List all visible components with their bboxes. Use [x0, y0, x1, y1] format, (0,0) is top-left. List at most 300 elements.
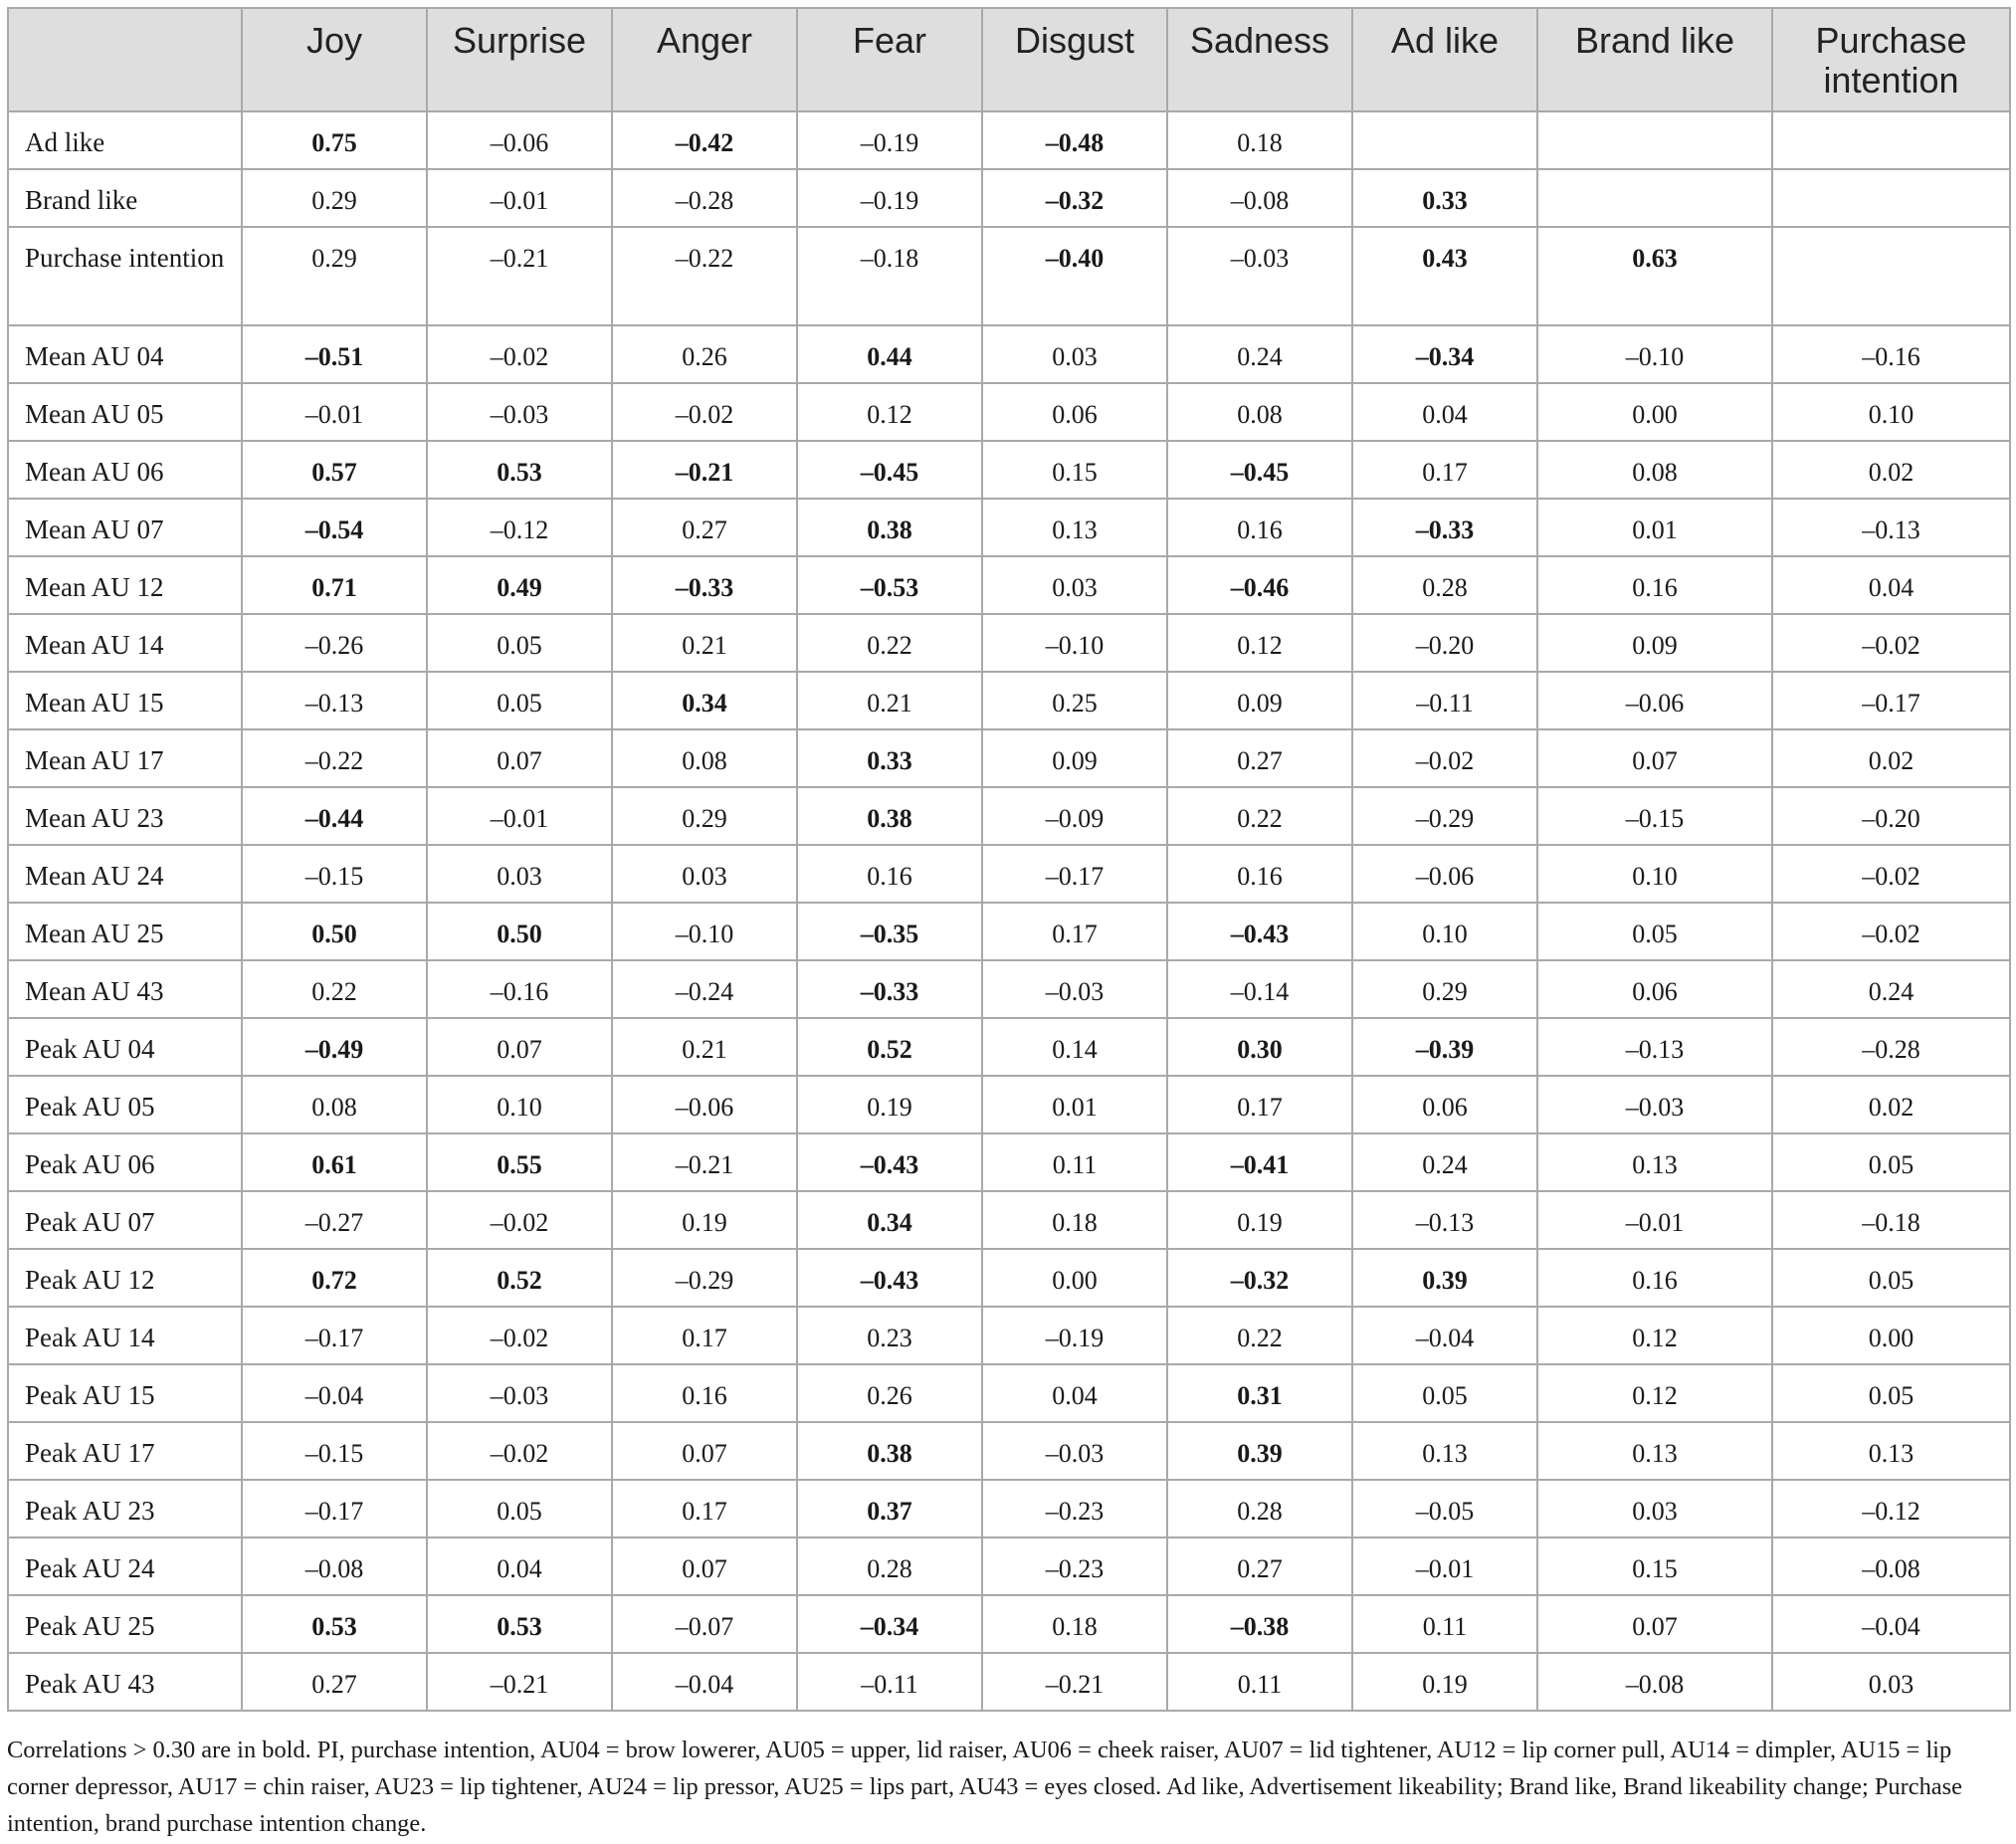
correlation-cell: 0.53 [427, 441, 612, 499]
correlation-cell: 0.03 [427, 845, 612, 903]
correlation-cell: 0.07 [612, 1537, 797, 1595]
correlation-table [7, 7, 2011, 1712]
correlation-cell: –0.03 [1537, 1076, 1772, 1133]
correlation-cell: 0.33 [1352, 169, 1537, 227]
correlation-cell: 0.19 [612, 1191, 797, 1249]
correlation-cell: –0.06 [1537, 672, 1772, 729]
correlation-cell: 0.08 [1167, 383, 1352, 441]
correlation-cell: –0.02 [612, 383, 797, 441]
correlation-cell: 0.21 [797, 672, 982, 729]
table-row [8, 111, 2010, 169]
correlation-cell: –0.28 [1772, 1018, 2010, 1076]
correlation-cell: –0.08 [1537, 1653, 1772, 1711]
correlation-cell: 0.13 [1352, 1422, 1537, 1480]
correlation-cell: –0.03 [1167, 227, 1352, 325]
correlation-cell: –0.28 [612, 169, 797, 227]
row-label: Mean AU 23 [8, 787, 242, 845]
column-header: Ad like [1352, 8, 1537, 111]
correlation-cell: 0.23 [797, 1307, 982, 1364]
correlation-cell: 0.06 [1352, 1076, 1537, 1133]
correlation-cell: –0.02 [427, 325, 612, 383]
table-row [8, 1595, 2010, 1653]
correlation-cell: 0.07 [612, 1422, 797, 1480]
correlation-cell: 0.12 [797, 383, 982, 441]
row-label: Mean AU 14 [8, 614, 242, 672]
table-row [8, 1480, 2010, 1537]
correlation-cell: –0.01 [1352, 1537, 1537, 1595]
correlation-cell: 0.17 [982, 903, 1167, 960]
row-label: Mean AU 12 [8, 556, 242, 614]
row-label: Peak AU 17 [8, 1422, 242, 1480]
correlation-cell: 0.31 [1167, 1364, 1352, 1422]
correlation-cell: 0.50 [427, 903, 612, 960]
column-header: Sadness [1167, 8, 1352, 111]
correlation-cell: 0.71 [242, 556, 427, 614]
correlation-cell: –0.46 [1167, 556, 1352, 614]
row-label: Peak AU 06 [8, 1133, 242, 1191]
correlation-cell: 0.16 [1537, 556, 1772, 614]
correlation-cell: –0.45 [797, 441, 982, 499]
correlation-cell: 0.22 [1167, 787, 1352, 845]
table-body [8, 111, 2010, 1711]
row-label: Mean AU 24 [8, 845, 242, 903]
correlation-cell: 0.05 [1772, 1364, 2010, 1422]
correlation-cell: –0.03 [427, 1364, 612, 1422]
correlation-cell: 0.04 [982, 1364, 1167, 1422]
correlation-cell: –0.04 [1352, 1307, 1537, 1364]
correlation-cell: 0.27 [1167, 1537, 1352, 1595]
table-row [8, 499, 2010, 556]
correlation-cell: 0.27 [1167, 729, 1352, 787]
correlation-cell: –0.43 [797, 1249, 982, 1307]
correlation-cell: 0.13 [1537, 1133, 1772, 1191]
correlation-cell: 0.63 [1537, 227, 1772, 325]
correlation-cell: 0.11 [1167, 1653, 1352, 1711]
table-row [8, 325, 2010, 383]
correlation-cell: –0.22 [242, 729, 427, 787]
correlation-cell: 0.08 [1537, 441, 1772, 499]
correlation-cell: –0.06 [427, 111, 612, 169]
correlation-cell: 0.09 [982, 729, 1167, 787]
correlation-cell: –0.03 [982, 960, 1167, 1018]
correlation-cell: 0.19 [1352, 1653, 1537, 1711]
correlation-cell: 0.18 [1167, 111, 1352, 169]
correlation-cell: 0.03 [1772, 1653, 2010, 1711]
correlation-cell: 0.05 [1772, 1249, 2010, 1307]
correlation-cell: –0.01 [1537, 1191, 1772, 1249]
row-label: Mean AU 05 [8, 383, 242, 441]
correlation-cell: 0.28 [1167, 1480, 1352, 1537]
correlation-cell: 0.09 [1537, 614, 1772, 672]
row-label: Mean AU 43 [8, 960, 242, 1018]
correlation-cell: 0.10 [1772, 383, 2010, 441]
correlation-cell: 0.08 [612, 729, 797, 787]
correlation-cell: –0.34 [1352, 325, 1537, 383]
correlation-cell: 0.52 [427, 1249, 612, 1307]
correlation-cell: –0.02 [1772, 614, 2010, 672]
correlation-cell: 0.16 [612, 1364, 797, 1422]
correlation-cell: 0.07 [427, 729, 612, 787]
table-row [8, 556, 2010, 614]
correlation-cell: 0.02 [1772, 441, 2010, 499]
correlation-cell: 0.22 [797, 614, 982, 672]
column-header: Joy [242, 8, 427, 111]
correlation-cell: 0.29 [1352, 960, 1537, 1018]
correlation-cell: –0.21 [612, 1133, 797, 1191]
correlation-cell: 0.05 [1537, 903, 1772, 960]
correlation-cell: 0.50 [242, 903, 427, 960]
correlation-cell: 0.34 [612, 672, 797, 729]
correlation-cell: –0.13 [1352, 1191, 1537, 1249]
correlation-cell: 0.72 [242, 1249, 427, 1307]
row-label: Peak AU 05 [8, 1076, 242, 1133]
empty-cell [1772, 111, 2010, 169]
correlation-cell: –0.19 [797, 111, 982, 169]
header-corner-cell [8, 8, 242, 111]
correlation-cell: 0.22 [1167, 1307, 1352, 1364]
correlation-cell: –0.17 [982, 845, 1167, 903]
correlation-cell: –0.12 [427, 499, 612, 556]
column-header: Disgust [982, 8, 1167, 111]
correlation-cell: 0.38 [797, 1422, 982, 1480]
correlation-cell: –0.32 [982, 169, 1167, 227]
correlation-cell: –0.15 [1537, 787, 1772, 845]
correlation-cell: 0.16 [1537, 1249, 1772, 1307]
correlation-cell: 0.04 [1772, 556, 2010, 614]
correlation-cell: 0.11 [982, 1133, 1167, 1191]
correlation-cell: –0.01 [427, 787, 612, 845]
correlation-cell: –0.15 [242, 845, 427, 903]
correlation-cell: –0.17 [242, 1480, 427, 1537]
table-row [8, 1076, 2010, 1133]
correlation-cell: –0.18 [1772, 1191, 2010, 1249]
correlation-cell: 0.57 [242, 441, 427, 499]
correlation-cell: 0.30 [1167, 1018, 1352, 1076]
correlation-table-container [7, 7, 2009, 1712]
correlation-cell: –0.10 [1537, 325, 1772, 383]
correlation-cell: –0.29 [612, 1249, 797, 1307]
correlation-cell: –0.40 [982, 227, 1167, 325]
table-row [8, 227, 2010, 325]
table-row [8, 614, 2010, 672]
correlation-cell: –0.21 [612, 441, 797, 499]
correlation-cell: 0.28 [797, 1537, 982, 1595]
correlation-cell: 0.12 [1537, 1364, 1772, 1422]
correlation-cell: 0.12 [1537, 1307, 1772, 1364]
empty-cell [1772, 227, 2010, 325]
correlation-cell: 0.04 [427, 1537, 612, 1595]
table-row [8, 1307, 2010, 1364]
correlation-cell: 0.00 [982, 1249, 1167, 1307]
table-footnote: Correlations > 0.30 are in bold. PI, purchase intention, AU04 = brow lowerer, AU05 = upper, lid raiser, AU06 = cheek raiser, AU07 = lid tightener, AU12 = lip corner pull, AU14 = dimpler, AU15 = lip corner depressor, AU17 = chin raiser, AU23 = lip tightener, AU24 = lip pressor, AU25 = lips part, AU43 = eyes closed. Ad like, Advertisement likeability; Brand like, Brand likeability change; Purchase intention, brand purchase intention change. [7, 1737, 1962, 1837]
column-header: Fear [797, 8, 982, 111]
correlation-cell: 0.29 [242, 227, 427, 325]
correlation-cell: 0.49 [427, 556, 612, 614]
table-row [8, 1249, 2010, 1307]
correlation-cell: 0.07 [427, 1018, 612, 1076]
correlation-cell: –0.27 [242, 1191, 427, 1249]
row-label: Peak AU 25 [8, 1595, 242, 1653]
correlation-cell: –0.10 [612, 903, 797, 960]
correlation-cell: 0.01 [982, 1076, 1167, 1133]
correlation-cell: –0.03 [427, 383, 612, 441]
correlation-cell: 0.18 [982, 1595, 1167, 1653]
column-header: Anger [612, 8, 797, 111]
correlation-cell: –0.45 [1167, 441, 1352, 499]
correlation-cell: –0.13 [1772, 499, 2010, 556]
correlation-cell: 0.00 [1772, 1307, 2010, 1364]
correlation-cell: 0.24 [1772, 960, 2010, 1018]
correlation-cell: 0.27 [612, 499, 797, 556]
row-label: Peak AU 23 [8, 1480, 242, 1537]
correlation-cell: 0.13 [1537, 1422, 1772, 1480]
correlation-cell: 0.05 [427, 672, 612, 729]
row-label: Mean AU 06 [8, 441, 242, 499]
row-label: Peak AU 24 [8, 1537, 242, 1595]
row-label: Brand like [8, 169, 242, 227]
correlation-cell: 0.43 [1352, 227, 1537, 325]
correlation-cell: –0.21 [982, 1653, 1167, 1711]
correlation-cell: –0.33 [1352, 499, 1537, 556]
correlation-cell: –0.11 [1352, 672, 1537, 729]
table-row [8, 729, 2010, 787]
table-row [8, 787, 2010, 845]
correlation-cell: 0.38 [797, 499, 982, 556]
correlation-cell: –0.26 [242, 614, 427, 672]
correlation-cell: –0.01 [427, 169, 612, 227]
correlation-cell: –0.21 [427, 1653, 612, 1711]
correlation-cell: 0.53 [242, 1595, 427, 1653]
table-row [8, 383, 2010, 441]
correlation-cell: –0.03 [982, 1422, 1167, 1480]
correlation-cell: 0.05 [1772, 1133, 2010, 1191]
correlation-cell: –0.41 [1167, 1133, 1352, 1191]
correlation-cell: –0.02 [427, 1307, 612, 1364]
correlation-cell: 0.33 [797, 729, 982, 787]
correlation-cell: –0.13 [242, 672, 427, 729]
correlation-cell: 0.18 [982, 1191, 1167, 1249]
correlation-cell: 0.03 [612, 845, 797, 903]
table-row [8, 903, 2010, 960]
correlation-cell: –0.33 [612, 556, 797, 614]
header-row [8, 8, 2010, 111]
correlation-cell: 0.22 [242, 960, 427, 1018]
correlation-cell: 0.37 [797, 1480, 982, 1537]
correlation-cell: 0.02 [1772, 1076, 2010, 1133]
correlation-cell: 0.53 [427, 1595, 612, 1653]
correlation-cell: 0.10 [427, 1076, 612, 1133]
correlation-cell: 0.08 [242, 1076, 427, 1133]
correlation-cell: –0.02 [427, 1191, 612, 1249]
correlation-cell: –0.02 [1772, 845, 2010, 903]
correlation-cell: –0.20 [1772, 787, 2010, 845]
correlation-cell: 0.55 [427, 1133, 612, 1191]
correlation-cell: –0.23 [982, 1480, 1167, 1537]
table-row [8, 1364, 2010, 1422]
correlation-cell: 0.04 [1352, 383, 1537, 441]
correlation-cell: 0.11 [1352, 1595, 1537, 1653]
row-label: Mean AU 04 [8, 325, 242, 383]
correlation-cell: –0.10 [982, 614, 1167, 672]
correlation-cell: –0.29 [1352, 787, 1537, 845]
empty-cell [1537, 111, 1772, 169]
correlation-cell: –0.06 [1352, 845, 1537, 903]
correlation-cell: 0.29 [242, 169, 427, 227]
correlation-cell: 0.05 [427, 1480, 612, 1537]
table-row [8, 1422, 2010, 1480]
correlation-cell: 0.44 [797, 325, 982, 383]
correlation-cell: –0.21 [427, 227, 612, 325]
correlation-cell: –0.16 [427, 960, 612, 1018]
correlation-cell: –0.42 [612, 111, 797, 169]
correlation-cell: 0.15 [1537, 1537, 1772, 1595]
column-header: Surprise [427, 8, 612, 111]
correlation-cell: –0.48 [982, 111, 1167, 169]
correlation-cell: –0.04 [612, 1653, 797, 1711]
correlation-cell: 0.13 [982, 499, 1167, 556]
correlation-cell: –0.08 [1167, 169, 1352, 227]
correlation-cell: 0.24 [1352, 1133, 1537, 1191]
row-label: Purchase intention [8, 227, 242, 325]
correlation-cell: 0.00 [1537, 383, 1772, 441]
correlation-cell: 0.06 [982, 383, 1167, 441]
correlation-cell: –0.24 [612, 960, 797, 1018]
correlation-cell: –0.15 [242, 1422, 427, 1480]
table-row [8, 1133, 2010, 1191]
row-label: Peak AU 43 [8, 1653, 242, 1711]
correlation-cell: –0.08 [242, 1537, 427, 1595]
correlation-cell: 0.27 [242, 1653, 427, 1711]
row-label: Mean AU 07 [8, 499, 242, 556]
correlation-cell: 0.25 [982, 672, 1167, 729]
correlation-cell: 0.21 [612, 1018, 797, 1076]
correlation-cell: –0.11 [797, 1653, 982, 1711]
row-label: Peak AU 15 [8, 1364, 242, 1422]
correlation-cell: 0.03 [1537, 1480, 1772, 1537]
correlation-cell: –0.07 [612, 1595, 797, 1653]
correlation-cell: 0.12 [1167, 614, 1352, 672]
correlation-cell: 0.61 [242, 1133, 427, 1191]
correlation-cell: –0.53 [797, 556, 982, 614]
correlation-cell: –0.39 [1352, 1018, 1537, 1076]
row-label: Mean AU 15 [8, 672, 242, 729]
correlation-cell: –0.09 [982, 787, 1167, 845]
correlation-cell: 0.05 [1352, 1364, 1537, 1422]
correlation-cell: –0.23 [982, 1537, 1167, 1595]
row-label: Peak AU 12 [8, 1249, 242, 1307]
table-row [8, 672, 2010, 729]
table-row [8, 1018, 2010, 1076]
row-label: Peak AU 07 [8, 1191, 242, 1249]
row-label: Ad like [8, 111, 242, 169]
correlation-cell: 0.05 [427, 614, 612, 672]
correlation-cell: –0.19 [797, 169, 982, 227]
correlation-cell: –0.20 [1352, 614, 1537, 672]
correlation-cell: –0.12 [1772, 1480, 2010, 1537]
correlation-cell: 0.17 [612, 1307, 797, 1364]
table-row [8, 441, 2010, 499]
row-label: Peak AU 14 [8, 1307, 242, 1364]
correlation-cell: 0.03 [982, 556, 1167, 614]
correlation-cell: 0.16 [1167, 845, 1352, 903]
correlation-cell: 0.26 [612, 325, 797, 383]
correlation-cell: –0.49 [242, 1018, 427, 1076]
correlation-cell: 0.34 [797, 1191, 982, 1249]
correlation-cell: –0.02 [1352, 729, 1537, 787]
correlation-cell: –0.43 [797, 1133, 982, 1191]
correlation-cell: 0.52 [797, 1018, 982, 1076]
correlation-cell: –0.17 [242, 1307, 427, 1364]
correlation-cell: 0.19 [797, 1076, 982, 1133]
correlation-cell: –0.22 [612, 227, 797, 325]
correlation-cell: –0.38 [1167, 1595, 1352, 1653]
correlation-cell: 0.19 [1167, 1191, 1352, 1249]
correlation-cell: –0.51 [242, 325, 427, 383]
correlation-cell: –0.05 [1352, 1480, 1537, 1537]
table-row [8, 169, 2010, 227]
correlation-cell: 0.17 [1352, 441, 1537, 499]
correlation-cell: –0.34 [797, 1595, 982, 1653]
correlation-cell: –0.43 [1167, 903, 1352, 960]
correlation-cell: –0.33 [797, 960, 982, 1018]
correlation-cell: 0.03 [982, 325, 1167, 383]
correlation-cell: 0.38 [797, 787, 982, 845]
correlation-cell: 0.10 [1537, 845, 1772, 903]
correlation-cell: 0.07 [1537, 729, 1772, 787]
correlation-cell: –0.44 [242, 787, 427, 845]
correlation-cell: 0.39 [1352, 1249, 1537, 1307]
correlation-cell: 0.21 [612, 614, 797, 672]
correlation-cell: –0.04 [1772, 1595, 2010, 1653]
table-row [8, 1191, 2010, 1249]
correlation-cell: 0.07 [1537, 1595, 1772, 1653]
correlation-cell: 0.26 [797, 1364, 982, 1422]
correlation-cell: –0.35 [797, 903, 982, 960]
table-row [8, 845, 2010, 903]
correlation-cell: –0.02 [1772, 903, 2010, 960]
correlation-cell: 0.06 [1537, 960, 1772, 1018]
row-label: Mean AU 25 [8, 903, 242, 960]
correlation-cell: –0.14 [1167, 960, 1352, 1018]
correlation-cell: –0.32 [1167, 1249, 1352, 1307]
column-header: Purchase intention [1772, 8, 2010, 111]
correlation-cell: –0.08 [1772, 1537, 2010, 1595]
correlation-cell: 0.10 [1352, 903, 1537, 960]
correlation-cell: –0.19 [982, 1307, 1167, 1364]
table-row [8, 1537, 2010, 1595]
table-header [8, 8, 2010, 111]
correlation-cell: 0.02 [1772, 729, 2010, 787]
correlation-cell: 0.39 [1167, 1422, 1352, 1480]
correlation-cell: –0.01 [242, 383, 427, 441]
correlation-cell: 0.17 [612, 1480, 797, 1537]
empty-cell [1772, 169, 2010, 227]
correlation-cell: 0.14 [982, 1018, 1167, 1076]
correlation-cell: 0.17 [1167, 1076, 1352, 1133]
row-label: Peak AU 04 [8, 1018, 242, 1076]
table-row [8, 960, 2010, 1018]
correlation-cell: 0.13 [1772, 1422, 2010, 1480]
correlation-cell: 0.16 [1167, 499, 1352, 556]
correlation-cell: –0.17 [1772, 672, 2010, 729]
correlation-cell: 0.75 [242, 111, 427, 169]
column-header: Brand like [1537, 8, 1772, 111]
correlation-cell: –0.02 [427, 1422, 612, 1480]
correlation-cell: –0.06 [612, 1076, 797, 1133]
correlation-cell: 0.15 [982, 441, 1167, 499]
empty-cell [1537, 169, 1772, 227]
empty-cell [1352, 111, 1537, 169]
